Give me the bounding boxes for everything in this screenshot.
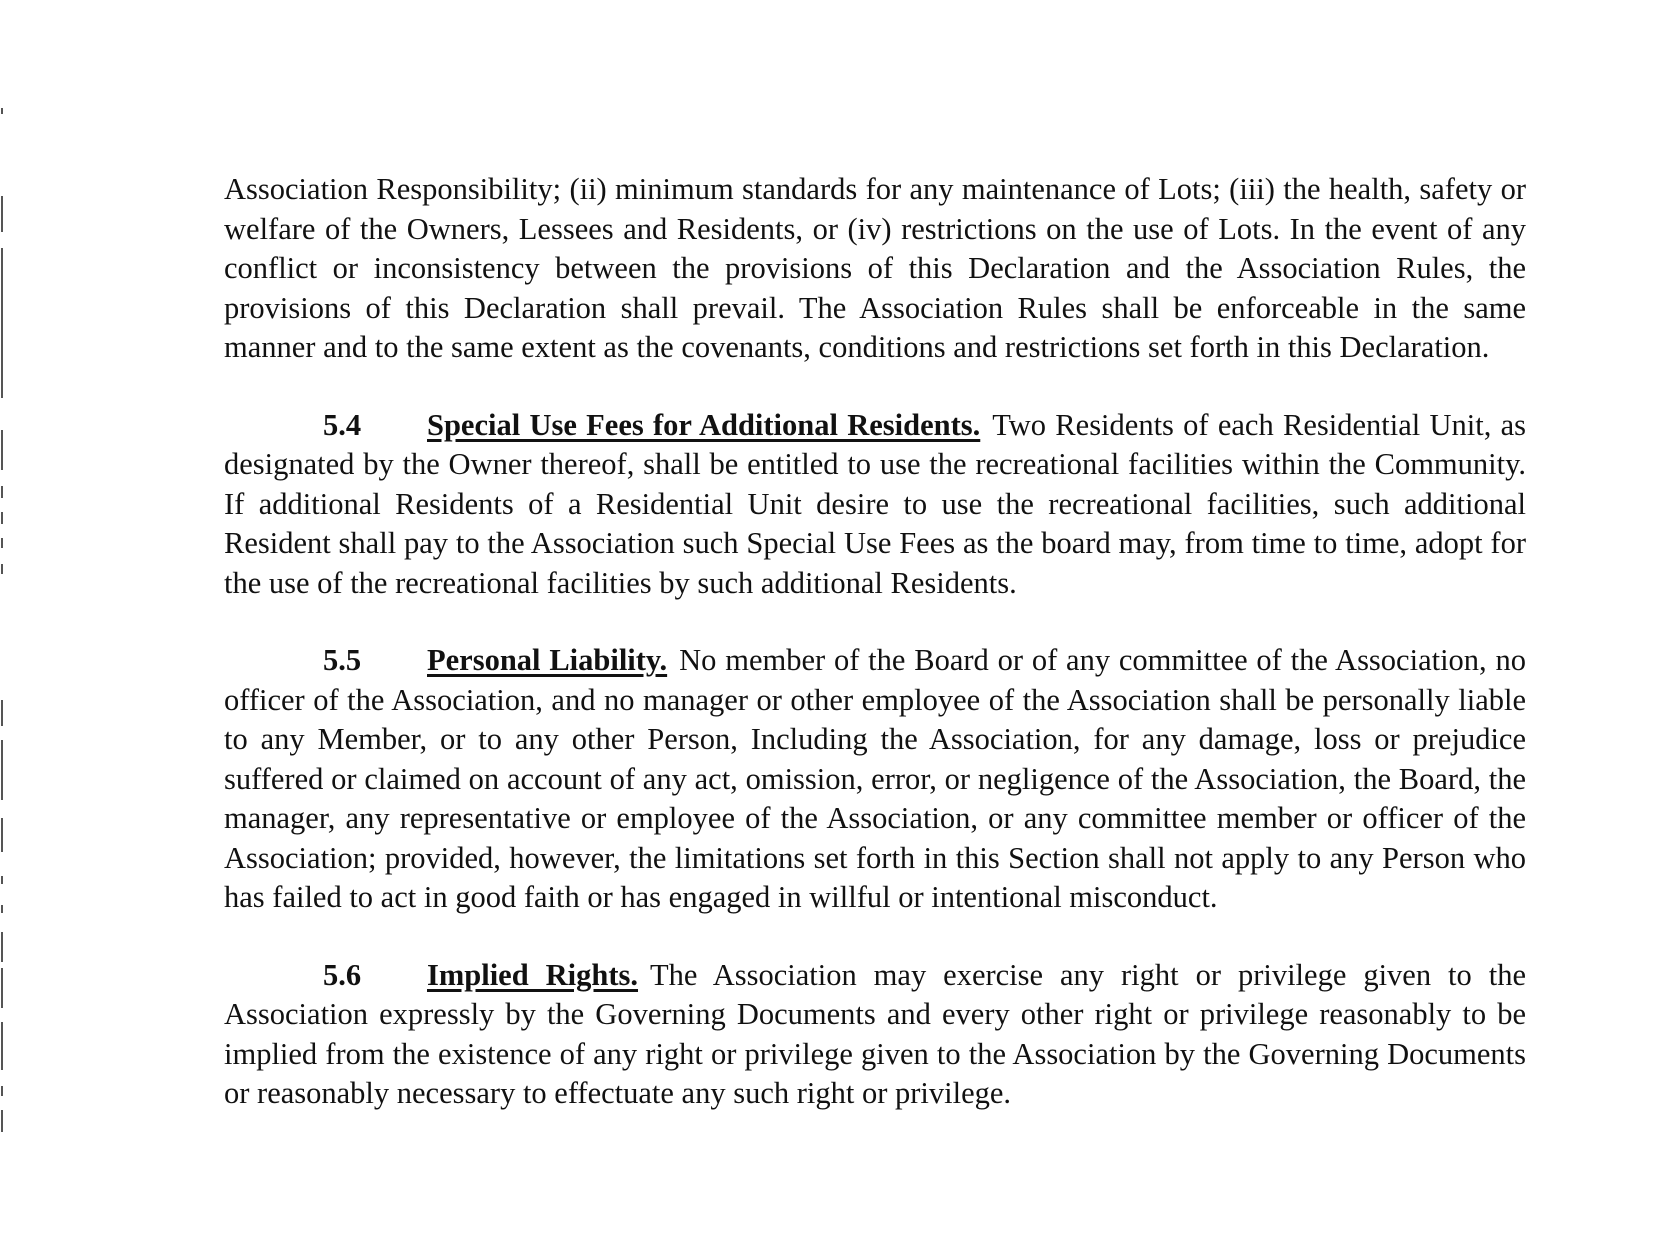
scan-mark [1, 818, 3, 852]
scan-mark [1, 700, 3, 726]
section-number: 5.4 [323, 407, 362, 442]
section-title: Implied Rights. [427, 957, 639, 992]
scan-mark [1, 740, 3, 800]
section-body: The Association may exercise any right or privilege given to the Association expressly by the Governing Documents and every other right or privilege reasonably to be implied from the existence of any right or privilege given to the Association by the Governing Documents or reasonably necessary to effectuate any such right or privilege. [224, 957, 1526, 1110]
section-5-4 [224, 406, 1526, 604]
scan-mark [1, 538, 3, 548]
scan-mark [1, 108, 3, 114]
scan-margin-marks [0, 0, 6, 1236]
scan-mark [1, 876, 3, 884]
scan-mark [1, 430, 3, 470]
scan-mark [1, 905, 3, 913]
scan-mark [1, 968, 3, 1008]
section-5-6 [224, 956, 1526, 1114]
section-number: 5.5 [323, 643, 362, 677]
scan-mark [1, 1022, 3, 1070]
section-body: No member of the Board or of any committee of the Association, no officer of the Association, and no manager or other employee of the Association shall be personally liable to any Member, or to any other Person, Including the Association, for any damage, loss or prejudice suffered or claimed on account of any act, omission, error, or negligence of the Association, the Board, the manager, any representative or employee of the Association, or any committee member or officer of the Association; provided, however, the limitations set forth in this Section shall not apply to any Person who has failed to act in good faith or has engaged in willful or intentional misconduct. [224, 643, 1526, 914]
scan-mark [1, 564, 3, 574]
scan-mark [1, 248, 3, 398]
scan-mark [1, 1086, 3, 1096]
scan-mark [1, 196, 3, 232]
scan-mark [1, 486, 3, 498]
scan-mark [1, 512, 3, 524]
intro-paragraph: Association Responsibility; (ii) minimum standards for any maintenance of Lots; (iii) the health, safety or welfare of the Owners, Lessees and Residents, or (iv) restrictions on the use of Lots. In the event of any conflict or inconsistency between the provisions of this Declaration and the Association Rules, the provisions of this Declaration shall prevail. The Association Rules shall be enforceable in the same manner and to the same extent as the covenants, conditions and restrictions set forth in this Declaration. [224, 172, 1526, 364]
section-number: 5.6 [323, 957, 362, 992]
document-body [224, 170, 1526, 1114]
section-title: Special Use Fees for Additional Residents. [427, 407, 981, 442]
scan-mark [1, 1110, 3, 1132]
section-5-5 [224, 641, 1526, 918]
section-body: Two Residents of each Residential Unit, as designated by the Owner thereof, shall be entitled to use the recreational facilities within the Community. If additional Residents of a Residential Unit desire to use the recreational facilities, such additional Resident shall pay to the Association such Special Use Fees as the board may, from time to time, adopt for the use of the recreational facilities by such additional Residents. [224, 407, 1526, 600]
section-title: Personal Liability. [427, 643, 668, 677]
scan-mark [1, 932, 3, 962]
